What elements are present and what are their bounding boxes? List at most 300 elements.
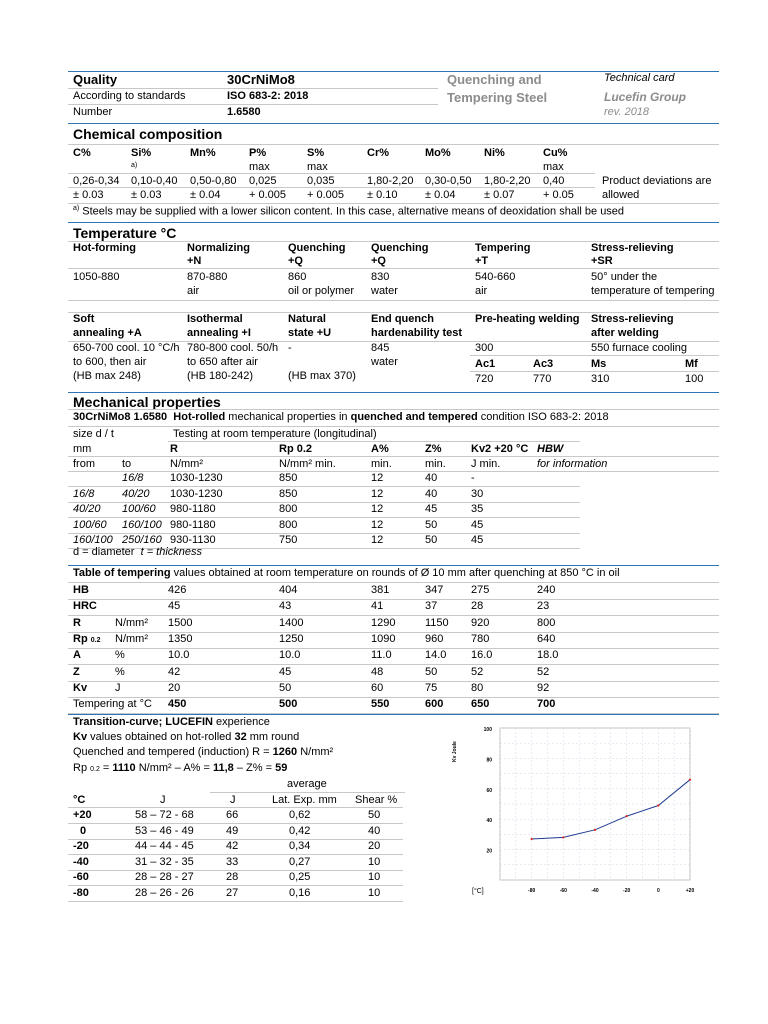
y-tick-label: 60 (486, 787, 492, 794)
temper-value: 50 (425, 665, 438, 678)
section-rule (68, 144, 719, 145)
temper-temp: 650 (471, 698, 490, 711)
max-label: max (249, 161, 270, 173)
trans-j: 58 – 72 - 68 (135, 809, 194, 821)
temp-value: 540-660 (475, 271, 516, 283)
rule (68, 901, 403, 902)
mech-to: 40/20 (122, 487, 150, 500)
mech-z: 45 (425, 503, 438, 515)
mech-r: 980-1180 (170, 503, 216, 515)
data-point (594, 829, 596, 831)
temp-value-sub: oil or polymer (288, 285, 355, 297)
section-rule (68, 714, 719, 715)
trans-shear: 50 (368, 809, 381, 821)
temper-value: 381 (371, 584, 390, 596)
temper-value: 1400 (279, 616, 304, 629)
rule (68, 582, 719, 583)
company-name: Lucefin Group (604, 90, 686, 104)
rule (470, 371, 719, 372)
temp2-header: Soft (73, 313, 95, 325)
temper-value: 45 (168, 600, 181, 613)
temp2-header-sub: state +U (288, 327, 332, 339)
chem-range: 1,80-2,20 (484, 175, 531, 187)
sr-after-welding: 550 furnace cooling (591, 342, 688, 354)
rule (68, 807, 403, 808)
transform-label: Mf (685, 358, 698, 370)
soft-annealing: (HB max 248) (73, 370, 141, 382)
mech-to: 250/160 (122, 534, 162, 546)
preheating: 300 (475, 342, 494, 354)
natural-state: (HB max 370) (288, 370, 356, 382)
x-tick-label: -20 (623, 888, 631, 894)
temper-value: 404 (279, 584, 298, 596)
mech-r: 1030-1230 (170, 472, 223, 484)
temper-value: 1250 (279, 632, 304, 645)
size-label: size d / t (73, 428, 114, 440)
end-quench-sub: water (371, 356, 398, 368)
temp-value-sub: air (187, 285, 200, 297)
temp2-header: End quench (371, 313, 434, 325)
revision: rev. 2018 (604, 106, 650, 118)
temper-value: 10.0 (168, 649, 190, 662)
temper-row-unit: % (115, 665, 125, 678)
temp2-header-sub: annealing +A (73, 327, 142, 339)
mech-rp: 800 (279, 503, 298, 515)
mechanical-title: Mechanical properties (73, 394, 221, 410)
y-tick-label: 80 (486, 757, 492, 764)
x-tick-label: -60 (559, 888, 567, 894)
mech-kv: 45 (471, 518, 484, 531)
temp2-header-sub: annealing +I (187, 327, 251, 339)
temp-header: Stress-relieving (591, 242, 674, 254)
chem-header: P% (249, 147, 267, 159)
temper-value: 1090 (371, 632, 396, 645)
temper-row-label: HRC (73, 600, 97, 613)
temp-value: 50° under the (591, 271, 658, 283)
mech-col-header: Z% (425, 443, 442, 455)
rule (68, 187, 595, 188)
temp-header-sub: +SR (591, 255, 613, 267)
temp-header: Quenching (288, 242, 346, 254)
trans-shear: 40 (368, 824, 381, 837)
temper-value: 800 (537, 616, 556, 629)
temper-value: 23 (537, 600, 550, 613)
mech-from: 100/60 (73, 518, 107, 531)
chem-header: S% (307, 147, 325, 159)
temper-row-label: A (73, 649, 81, 662)
mech-kv: - (471, 472, 475, 484)
temper-row-unit: % (115, 649, 125, 662)
transition-line4: Rp 0.2 = 1110 N/mm² – A% = 11,8 – Z% = 59 (73, 762, 288, 774)
rule (470, 355, 719, 356)
trans-lat: 0,34 (289, 840, 311, 853)
temper-row-unit: J (115, 681, 121, 694)
temp-header: Tempering (475, 242, 531, 254)
mech-col-unit: N/mm² min. (279, 458, 336, 470)
isothermal: to 650 after air (187, 356, 258, 368)
rule (68, 697, 719, 698)
temper-value: 45 (279, 665, 292, 678)
transform-value: 770 (533, 373, 552, 385)
data-point (689, 779, 691, 781)
temper-value: 240 (537, 584, 556, 596)
average-label: average (287, 778, 327, 790)
temper-row-label: Z (73, 665, 80, 678)
rule (68, 599, 719, 600)
trans-avg: 28 (226, 871, 239, 884)
chem-header: Mn% (190, 147, 216, 159)
chem-deviation: ± 0.10 (367, 189, 398, 201)
temper-row-label: HB (73, 584, 89, 596)
section-rule (68, 565, 719, 566)
rule (68, 471, 719, 472)
temper-value: 50 (279, 681, 292, 694)
temper-value: 426 (168, 584, 187, 596)
temper-value: 11.0 (371, 649, 392, 662)
mech-rp: 750 (279, 534, 298, 546)
transition-title: Transition-curve; LUCEFIN experience (73, 716, 270, 728)
isothermal: 780-800 cool. 50/h (187, 342, 279, 354)
trans-j: 28 – 28 - 27 (135, 871, 194, 884)
mech-kv: 45 (471, 534, 484, 546)
chem-range: 0,50-0,80 (190, 175, 237, 187)
temper-temp: 500 (279, 698, 298, 711)
max-label: max (543, 161, 564, 173)
standards-value: ISO 683-2: 2018 (227, 90, 309, 102)
tempering-title: Table of tempering values obtained at room temperature on rounds of Ø 10 mm after quenching at 850 °C in oil (73, 567, 620, 579)
section-rule (68, 222, 719, 223)
chem-deviation: ± 0.03 (73, 189, 104, 201)
chem-range: 0,26-0,34 (73, 175, 120, 187)
temp-header: Hot-forming (73, 242, 136, 254)
trans-lat: 0,42 (289, 824, 311, 837)
temp2-header-sub: hardenability test (371, 327, 463, 339)
rule (68, 648, 719, 649)
rule (68, 173, 595, 174)
mech-to: 16/8 (122, 472, 144, 484)
transform-value: 720 (475, 373, 494, 385)
temper-temp: 700 (537, 698, 556, 711)
temp2-header: Isothermal (187, 313, 243, 325)
trans-temp: -20 (73, 840, 89, 853)
mech-col-unit: min. (425, 458, 446, 470)
temper-value: 347 (425, 584, 444, 596)
mech-z: 50 (425, 518, 438, 531)
quality-value: 30CrNiMo8 (227, 72, 295, 87)
x-axis-label: [°C] (472, 888, 484, 895)
trans-lat: 0,62 (289, 809, 311, 821)
rule (68, 409, 719, 410)
temper-temp: 600 (425, 698, 444, 711)
mech-col-unit: min. (371, 458, 392, 470)
chem-deviation: + 0.005 (249, 189, 287, 201)
transform-label: Ms (591, 358, 607, 370)
temper-value: 20 (168, 681, 181, 694)
temp-header-sub: +T (475, 255, 489, 267)
rule (210, 792, 405, 793)
mech-r: 1030-1230 (170, 487, 223, 500)
mech-col-header: Rp 0.2 (279, 443, 313, 455)
temp-value-sub: air (475, 285, 488, 297)
trans-temp: 0 (80, 824, 87, 837)
temper-value: 14.0 (425, 649, 447, 662)
transition-chart (450, 720, 710, 900)
chem-deviation: ± 0.04 (190, 189, 221, 201)
trans-lat: 0,27 (289, 855, 311, 868)
y-tick-label: 20 (486, 848, 492, 855)
chem-range: 0,025 (249, 175, 277, 187)
section-rule (68, 392, 719, 393)
steel-type-line2: Tempering Steel (447, 90, 548, 105)
chem-deviation: + 0.005 (307, 189, 345, 201)
chemical-footnote: $^{a)}$ Steels may be supplied with a lower silicon content. In this case, alternative means of deoxidation shall be used (73, 205, 625, 218)
mech-col-header: A% (371, 443, 389, 455)
chem-range: 0,30-0,50 (425, 175, 472, 187)
temper-value: 275 (471, 584, 490, 596)
trans-temp: -40 (73, 855, 89, 868)
temper-value: 1350 (168, 632, 193, 645)
trans-avg: 66 (226, 809, 239, 821)
temp-value: 870-880 (187, 271, 228, 283)
rule (68, 300, 719, 301)
data-point (626, 815, 628, 817)
temp-header: Quenching (371, 242, 429, 254)
trans-temp: +20 (73, 809, 92, 821)
mm-label: mm (73, 443, 92, 455)
trans-avg: 33 (226, 855, 239, 868)
rule (68, 426, 719, 427)
temp-header: Normalizing (187, 242, 250, 254)
chem-range: 0,10-0,40 (131, 175, 178, 187)
chem-deviation: ± 0.07 (484, 189, 515, 201)
soft-annealing: 650-700 cool. 10 °C/h (73, 342, 180, 354)
mech-z: 50 (425, 534, 438, 546)
temper-value: 48 (371, 665, 384, 678)
end-quench: 845 (371, 342, 390, 354)
trans-temp: -80 (73, 887, 89, 899)
temper-value: 52 (471, 665, 484, 678)
temper-row-label: Kv (73, 681, 88, 694)
temper-at-label: Tempering at °C (73, 698, 152, 711)
temper-value: 18.0 (537, 649, 559, 662)
to-label: to (122, 458, 132, 470)
temper-value: 42 (168, 665, 181, 678)
trans-header: Lat. Exp. mm (272, 794, 337, 806)
temper-row-unit: N/mm² (115, 632, 148, 645)
mech-from: 40/20 (73, 503, 101, 515)
temper-value: 1290 (371, 616, 396, 629)
trans-header: J (230, 794, 236, 806)
temper-value: 75 (425, 681, 438, 694)
temper-value: 920 (471, 616, 490, 629)
trans-header: J (160, 794, 166, 806)
trans-header: °C (73, 794, 86, 806)
x-tick-label: -40 (591, 888, 599, 894)
transform-value: 100 (685, 373, 704, 385)
chem-header: Cu% (543, 147, 568, 159)
data-point (562, 836, 564, 838)
deviation-note-2: allowed (602, 189, 640, 201)
trans-shear: 10 (368, 887, 381, 899)
mech-r: 930-1130 (170, 534, 216, 546)
temper-value: 10.0 (279, 649, 301, 662)
y-tick-label: 40 (486, 818, 492, 825)
temper-value: 52 (537, 665, 550, 678)
mech-to: 160/100 (122, 518, 162, 531)
temper-row-unit: N/mm² (115, 616, 148, 629)
chemical-title: Chemical composition (73, 126, 223, 142)
mech-rp: 850 (279, 472, 298, 484)
testing-label: Testing at room temperature (longitudinal) (173, 428, 377, 440)
data-point (531, 838, 533, 840)
temp-value-sub: temperature of tempering (591, 285, 715, 297)
transform-value: 310 (591, 373, 610, 385)
temp-value-sub: water (371, 285, 398, 297)
chem-deviation: ± 0.04 (425, 189, 456, 201)
rule (68, 268, 719, 269)
trans-shear: 10 (368, 855, 381, 868)
trans-avg: 27 (226, 887, 239, 899)
chem-range: 0,035 (307, 175, 335, 187)
mech-z: 40 (425, 487, 438, 500)
temper-temp: 450 (168, 698, 187, 711)
mech-col-header: Kv2 +20 °C (471, 443, 529, 455)
mech-col-unit: N/mm² (170, 458, 203, 470)
rule (68, 456, 719, 457)
trans-shear: 10 (368, 871, 381, 884)
number-value: 1.6580 (227, 106, 261, 118)
temper-row-label: R (73, 616, 81, 629)
transition-line2: Kv values obtained on hot-rolled 32 mm round (73, 731, 300, 743)
mech-a: 12 (371, 472, 384, 484)
temper-value: 28 (471, 600, 484, 613)
mech-col-header: R (170, 443, 178, 455)
chem-range: 1,80-2,20 (367, 175, 414, 187)
mech-from: 160/100 (73, 534, 113, 546)
chem-header: Mo% (425, 147, 451, 159)
temp-value: 830 (371, 271, 390, 283)
standards-label: According to standards (73, 90, 186, 102)
steel-type-line1: Quenching and (447, 72, 542, 87)
chem-header: Cr% (367, 147, 390, 159)
chem-range: 0,40 (543, 175, 565, 187)
natural-state: - (288, 342, 292, 354)
trans-j: 31 – 32 - 35 (135, 855, 194, 868)
mech-rp: 800 (279, 518, 298, 531)
temp2-header: Pre-heating welding (475, 313, 580, 325)
temper-value: 16.0 (471, 649, 493, 662)
temp2-header: Stress-relieving (591, 313, 674, 325)
trans-shear: 20 (368, 840, 381, 853)
mech-to: 100/60 (122, 503, 156, 515)
mech-kv: 30 (471, 487, 484, 500)
mech-rp: 850 (279, 487, 298, 500)
temper-value: 60 (371, 681, 384, 694)
header-rule (68, 104, 438, 105)
mech-col-unit: for information (537, 458, 608, 470)
diameter-note: d = diameter t = thickness (73, 546, 203, 558)
temper-value: 960 (425, 632, 444, 645)
mech-col-unit: J min. (471, 458, 501, 470)
temper-value: 1150 (425, 616, 449, 629)
temp-value: 1050-880 (73, 271, 120, 283)
number-label: Number (73, 106, 113, 118)
mech-a: 12 (371, 503, 384, 515)
trans-temp: -60 (73, 871, 89, 884)
rule (68, 203, 719, 204)
section-rule (68, 123, 719, 124)
max-label: max (307, 161, 328, 173)
mech-z: 40 (425, 472, 438, 484)
trans-j: 53 – 46 - 49 (135, 824, 194, 837)
temp-header-sub: +N (187, 255, 202, 267)
rule (68, 664, 719, 665)
mech-a: 12 (371, 518, 384, 531)
y-tick-label: 100 (483, 727, 492, 733)
mech-kv: 35 (471, 503, 484, 515)
temper-value: 37 (425, 600, 438, 613)
temper-value: 1500 (168, 616, 193, 629)
mechanical-subtitle: 30CrNiMo8 1.6580 Hot-rolled mechanical properties in quenched and tempered condition ISO 683-2: 2018 (73, 411, 609, 423)
temp-value: 860 (288, 271, 307, 283)
temper-value: 41 (371, 600, 384, 613)
temp2-header-sub: after welding (591, 327, 659, 339)
trans-lat: 0,25 (289, 871, 311, 884)
transform-label: Ac3 (533, 358, 554, 370)
transform-label: Ac1 (475, 358, 496, 370)
x-tick-label: 0 (656, 888, 660, 894)
chem-deviation: ± 0.03 (131, 189, 162, 201)
y-axis-label: Kv Joule (452, 741, 458, 762)
x-tick-label: -80 (528, 888, 536, 894)
card-label: Technical card (604, 72, 675, 84)
temper-row-label: Rp 0.2 (73, 632, 101, 645)
transition-line3: Quenched and tempered (induction) R = 1260 N/mm² (73, 746, 334, 758)
chem-header: Si% (131, 147, 152, 159)
chem-header: Ni% (484, 147, 505, 159)
temper-value: 43 (279, 600, 292, 613)
temper-temp: 550 (371, 698, 390, 711)
chem-deviation: + 0.05 (543, 189, 574, 201)
temper-value: 80 (471, 681, 484, 694)
deviation-note: Product deviations are (602, 175, 712, 187)
mech-col-header: HBW (537, 443, 564, 455)
from-label: from (73, 458, 95, 470)
mech-a: 12 (371, 487, 384, 500)
temper-value: 780 (471, 632, 490, 645)
temper-value: 640 (537, 632, 556, 645)
rule (168, 441, 580, 442)
si-note-mark: a) (131, 162, 138, 169)
temp-header-sub: +Q (371, 255, 386, 267)
trans-j: 44 – 44 - 45 (135, 840, 194, 853)
mech-a: 12 (371, 534, 384, 546)
x-tick-label: +20 (685, 888, 695, 894)
isothermal: (HB 180-242) (187, 370, 254, 382)
chem-header: C% (73, 147, 91, 159)
quality-label: Quality (73, 72, 118, 87)
temperature-title: Temperature °C (73, 225, 177, 241)
rule (68, 681, 719, 682)
temp2-header: Natural (288, 313, 326, 325)
mech-r: 980-1180 (170, 518, 216, 531)
header-rule (68, 88, 438, 89)
soft-annealing: to 600, then air (73, 356, 147, 368)
data-point (657, 804, 659, 806)
temp-header-sub: +Q (288, 255, 303, 267)
trans-header: Shear % (355, 794, 398, 806)
temper-value: 92 (537, 681, 550, 694)
